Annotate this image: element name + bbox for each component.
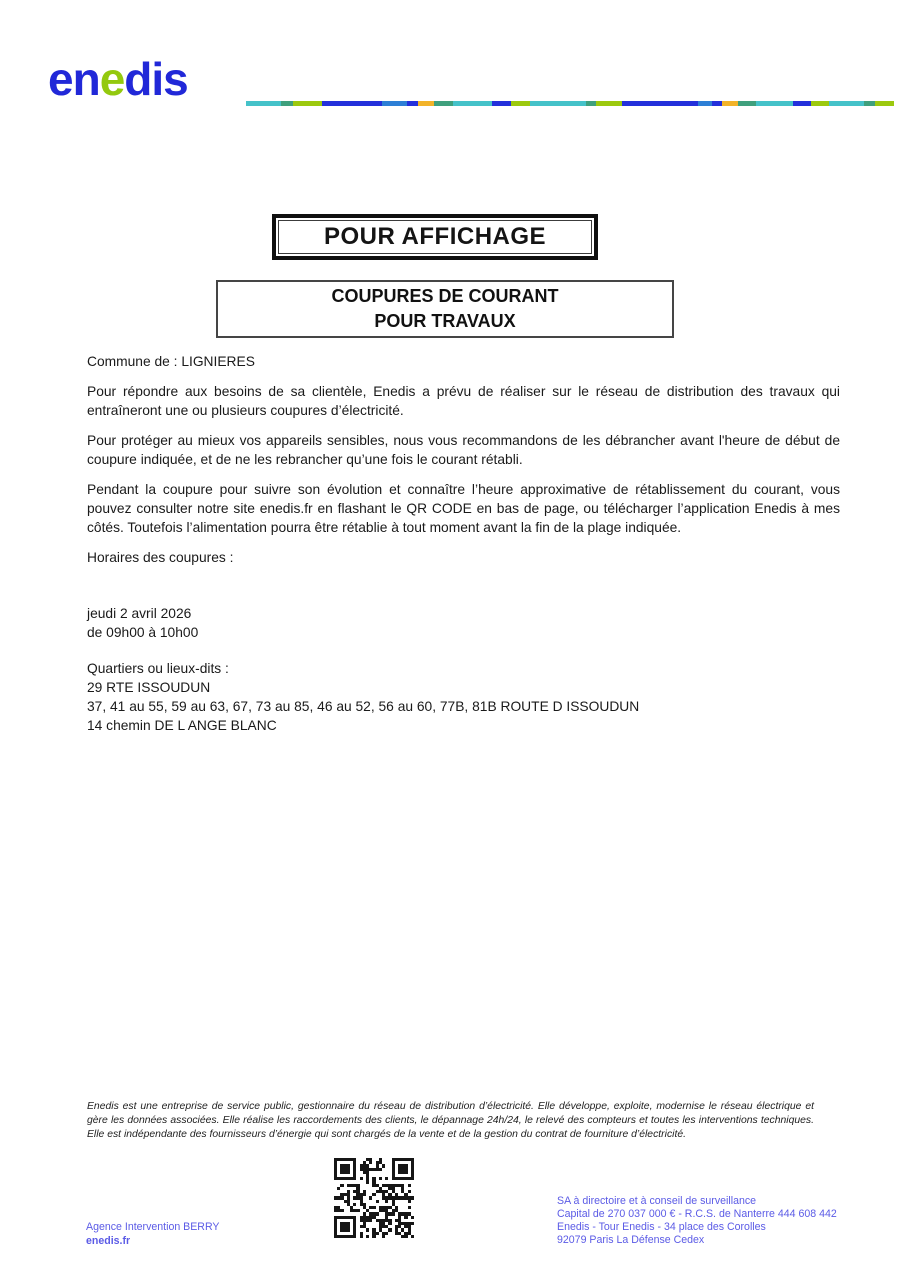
paragraph-qrcode: Pendant la coupure pour suivre son évolution et connaître l’heure approximative de rétablissement du courant, vous pouvez consulter notre site enedis.fr en flashant le QR CODE en bas de page, ou télécharger l’application Enedis à mes côtés. Toutefois l’alimentation pourra être rétablie à tout moment avant la fin de la plage indiquée. bbox=[87, 482, 840, 535]
coupures-notice-box bbox=[216, 280, 674, 338]
address-line: 14 chemin DE L ANGE BLANC bbox=[87, 718, 277, 733]
notice-title-line1: COUPURES DE COURANT bbox=[331, 286, 559, 306]
notice-title-line2: POUR TRAVAUX bbox=[374, 311, 516, 331]
paragraph-intro: Pour répondre aux besoins de sa clientèle, Enedis a prévu de réaliser sur le réseau de distribution des travaux qui entraîneront une ou plusieurs coupures d’électricité. bbox=[87, 384, 840, 418]
paragraph-advice: Pour protéger au mieux vos appareils sensibles, nous vous recommandons de les débrancher avant l'heure de début de coupure indiquée, et de ne les rebrancher qu’une fois le courant rétabli. bbox=[87, 433, 840, 467]
company-line: 92079 Paris La Défense Cedex bbox=[557, 1234, 705, 1246]
document-body bbox=[87, 352, 840, 735]
enedis-logo bbox=[48, 53, 188, 105]
address-line: 29 RTE ISSOUDUN bbox=[87, 680, 211, 695]
banner-title: POUR AFFICHAGE bbox=[323, 223, 547, 250]
legal-fine-print: Enedis est une entreprise de service public, gestionnaire du réseau de distribution d’électricité. Elle développe, exploite, modernise le réseau électrique et gère les données associées. Elle réalise les raccordements des clients, le dépannage 24h/24, le relevé des compteurs et toutes les interventions techniques. Elle est indépendante des fournisseurs d’énergie qui sont chargés de la vente et de la gestion du contrat de fourniture d’électricité. bbox=[87, 1101, 814, 1140]
quartiers-label: Quartiers ou lieux-dits : bbox=[87, 661, 229, 676]
horaires-label: Horaires des coupures : bbox=[87, 550, 234, 565]
address-line: 37, 41 au 55, 59 au 63, 67, 73 au 85, 46 au 52, 56 au 60, 77B, 81B ROUTE D ISSOUDUN bbox=[87, 699, 640, 714]
company-legal-block bbox=[557, 1195, 837, 1247]
logo-text-blue-right: dis bbox=[124, 53, 188, 105]
quartiers-block bbox=[87, 659, 840, 735]
pour-affichage-banner bbox=[272, 214, 598, 260]
schedule-time: de 09h00 à 10h00 bbox=[87, 625, 199, 640]
website-text: enedis.fr bbox=[86, 1235, 131, 1247]
logo-text-green-e: e bbox=[99, 53, 125, 105]
agency-name: Agence Intervention BERRY bbox=[86, 1221, 220, 1233]
company-line: Enedis - Tour Enedis - 34 place des Corolles bbox=[557, 1221, 766, 1233]
schedule-date: jeudi 2 avril 2026 bbox=[87, 606, 192, 621]
schedule-block bbox=[87, 604, 840, 642]
commune-line: Commune de : LIGNIERES bbox=[87, 354, 255, 369]
qr-code bbox=[334, 1158, 414, 1238]
logo-text-blue-left: en bbox=[48, 53, 100, 105]
company-line: Capital de 270 037 000 € - R.C.S. de Nanterre 444 608 442 bbox=[557, 1208, 837, 1220]
pour-affichage-inner-frame bbox=[278, 220, 592, 254]
agency-block bbox=[86, 1220, 219, 1248]
brand-divider bbox=[246, 101, 894, 106]
company-line: SA à directoire et à conseil de surveillance bbox=[557, 1195, 757, 1207]
